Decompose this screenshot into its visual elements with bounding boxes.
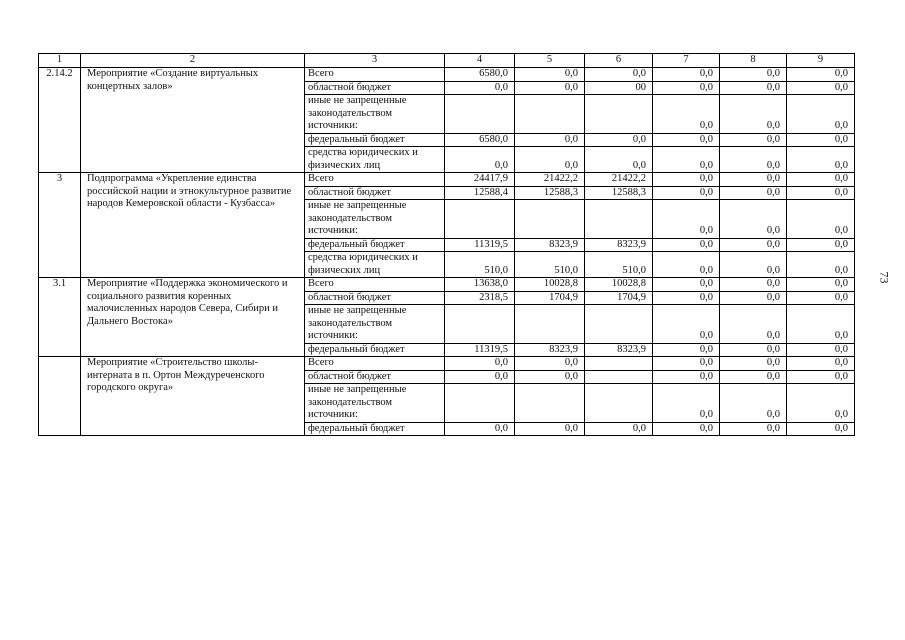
item-code: 2.14.2 xyxy=(39,68,81,173)
value-cell: 0,0 xyxy=(515,133,585,147)
value-cell: 0,0 xyxy=(787,95,855,134)
value-cell: 0,0 xyxy=(720,384,787,423)
value-cell: 0,0 xyxy=(515,81,585,95)
value-cell xyxy=(585,95,653,134)
value-cell: 0,0 xyxy=(720,252,787,278)
value-cell: 0,0 xyxy=(653,81,720,95)
funding-source-label: федеральный бюджет xyxy=(305,133,445,147)
item-name: Мероприятие «Строительство школы-интерната в п. Ортон Междуреченского городского округа» xyxy=(81,357,305,436)
funding-source-label: федеральный бюджет xyxy=(305,343,445,357)
value-cell: 0,0 xyxy=(653,95,720,134)
value-cell: 0,0 xyxy=(787,173,855,187)
value-cell: 12588,3 xyxy=(515,186,585,200)
value-cell: 0,0 xyxy=(720,133,787,147)
funding-source-label: областной бюджет xyxy=(305,186,445,200)
funding-source-label: областной бюджет xyxy=(305,370,445,384)
table-row xyxy=(39,68,855,82)
table-row xyxy=(39,173,855,187)
value-cell: 10028,8 xyxy=(515,278,585,292)
value-cell: 0,0 xyxy=(653,343,720,357)
value-cell: 0,0 xyxy=(787,133,855,147)
value-cell: 0,0 xyxy=(787,291,855,305)
value-cell: 0,0 xyxy=(445,422,515,436)
value-cell xyxy=(515,305,585,344)
value-cell: 0,0 xyxy=(515,422,585,436)
value-cell xyxy=(585,357,653,371)
value-cell: 0,0 xyxy=(653,384,720,423)
value-cell xyxy=(445,384,515,423)
value-cell: 8323,9 xyxy=(585,343,653,357)
value-cell: 0,0 xyxy=(653,238,720,252)
page-number: 73 xyxy=(877,271,892,284)
value-cell: 0,0 xyxy=(787,238,855,252)
value-cell: 0,0 xyxy=(653,252,720,278)
funding-source-label: средства юридических и физических лиц xyxy=(305,147,445,173)
funding-source-label: средства юридических и физических лиц xyxy=(305,252,445,278)
value-cell: 0,0 xyxy=(653,200,720,239)
value-cell: 510,0 xyxy=(445,252,515,278)
value-cell: 0,0 xyxy=(720,291,787,305)
value-cell xyxy=(585,305,653,344)
value-cell: 0,0 xyxy=(787,200,855,239)
value-cell: 0,0 xyxy=(720,81,787,95)
header-cell: 1 xyxy=(39,54,81,68)
value-cell: 21422,2 xyxy=(585,173,653,187)
header-cell: 7 xyxy=(653,54,720,68)
value-cell: 0,0 xyxy=(787,68,855,82)
header-cell: 4 xyxy=(445,54,515,68)
value-cell: 0,0 xyxy=(787,370,855,384)
value-cell: 0,0 xyxy=(445,81,515,95)
value-cell: 0,0 xyxy=(445,370,515,384)
header-row xyxy=(39,54,855,68)
value-cell: 0,0 xyxy=(720,173,787,187)
value-cell: 0,0 xyxy=(720,357,787,371)
value-cell: 6580,0 xyxy=(445,133,515,147)
value-cell: 11319,5 xyxy=(445,238,515,252)
value-cell: 0,0 xyxy=(653,68,720,82)
table-row xyxy=(39,357,855,371)
value-cell: 510,0 xyxy=(585,252,653,278)
funding-source-label: федеральный бюджет xyxy=(305,422,445,436)
value-cell: 0,0 xyxy=(720,422,787,436)
funding-source-label: Всего xyxy=(305,173,445,187)
value-cell: 0,0 xyxy=(787,384,855,423)
value-cell: 1704,9 xyxy=(585,291,653,305)
value-cell: 0,0 xyxy=(585,422,653,436)
value-cell: 0,0 xyxy=(445,147,515,173)
value-cell: 0,0 xyxy=(515,147,585,173)
value-cell: 8323,9 xyxy=(585,238,653,252)
funding-source-label: иные не запрещенные законодательством источники: xyxy=(305,200,445,239)
value-cell: 0,0 xyxy=(787,186,855,200)
value-cell: 13638,0 xyxy=(445,278,515,292)
value-cell: 10028,8 xyxy=(585,278,653,292)
value-cell: 0,0 xyxy=(653,278,720,292)
header-cell: 9 xyxy=(787,54,855,68)
item-code: 3.1 xyxy=(39,278,81,357)
funding-source-label: областной бюджет xyxy=(305,81,445,95)
value-cell xyxy=(445,95,515,134)
value-cell: 12588,4 xyxy=(445,186,515,200)
value-cell: 0,0 xyxy=(787,422,855,436)
funding-source-label: Всего xyxy=(305,357,445,371)
value-cell: 0,0 xyxy=(445,357,515,371)
value-cell: 0,0 xyxy=(720,186,787,200)
funding-source-label: иные не запрещенные законодательством источники: xyxy=(305,305,445,344)
value-cell: 0,0 xyxy=(720,147,787,173)
value-cell: 8323,9 xyxy=(515,343,585,357)
value-cell: 0,0 xyxy=(653,357,720,371)
item-name: Мероприятие «Создание виртуальных концертных залов» xyxy=(81,68,305,173)
value-cell: 0,0 xyxy=(653,147,720,173)
header-cell: 6 xyxy=(585,54,653,68)
value-cell: 0,0 xyxy=(787,147,855,173)
value-cell: 1704,9 xyxy=(515,291,585,305)
value-cell xyxy=(585,200,653,239)
value-cell: 0,0 xyxy=(720,95,787,134)
funding-source-label: иные не запрещенные законодательством источники: xyxy=(305,95,445,134)
value-cell: 0,0 xyxy=(787,252,855,278)
value-cell: 24417,9 xyxy=(445,173,515,187)
value-cell: 21422,2 xyxy=(515,173,585,187)
value-cell: 0,0 xyxy=(720,343,787,357)
value-cell: 0,0 xyxy=(787,357,855,371)
value-cell: 0,0 xyxy=(653,173,720,187)
funding-source-label: Всего xyxy=(305,68,445,82)
funding-source-label: иные не запрещенные законодательством источники: xyxy=(305,384,445,423)
value-cell: 0,0 xyxy=(720,305,787,344)
value-cell: 0,0 xyxy=(653,133,720,147)
table-row xyxy=(39,278,855,292)
value-cell xyxy=(445,305,515,344)
funding-source-label: федеральный бюджет xyxy=(305,238,445,252)
value-cell: 0,0 xyxy=(787,305,855,344)
value-cell: 0,0 xyxy=(515,68,585,82)
value-cell: 0,0 xyxy=(585,147,653,173)
value-cell: 0,0 xyxy=(653,291,720,305)
value-cell: 0,0 xyxy=(787,343,855,357)
value-cell: 0,0 xyxy=(653,422,720,436)
value-cell: 0,0 xyxy=(787,278,855,292)
value-cell: 2318,5 xyxy=(445,291,515,305)
value-cell xyxy=(515,95,585,134)
value-cell xyxy=(515,200,585,239)
value-cell: 0,0 xyxy=(720,68,787,82)
budget-table xyxy=(38,53,855,436)
value-cell: 0,0 xyxy=(515,357,585,371)
value-cell: 510,0 xyxy=(515,252,585,278)
item-name: Мероприятие «Поддержка экономического и социального развития коренных малочисленных народов Севера, Сибири и Дальнего Востока» xyxy=(81,278,305,357)
value-cell: 0,0 xyxy=(585,68,653,82)
value-cell: 0,0 xyxy=(720,200,787,239)
value-cell: 0,0 xyxy=(720,278,787,292)
value-cell: 6580,0 xyxy=(445,68,515,82)
value-cell: 8323,9 xyxy=(515,238,585,252)
value-cell: 12588,3 xyxy=(585,186,653,200)
value-cell: 0,0 xyxy=(720,238,787,252)
value-cell xyxy=(585,384,653,423)
header-cell: 2 xyxy=(81,54,305,68)
value-cell: 0,0 xyxy=(787,81,855,95)
value-cell xyxy=(515,384,585,423)
value-cell xyxy=(445,200,515,239)
value-cell: 0,0 xyxy=(653,305,720,344)
funding-source-label: Всего xyxy=(305,278,445,292)
value-cell: 00 xyxy=(585,81,653,95)
value-cell: 0,0 xyxy=(653,186,720,200)
value-cell: 0,0 xyxy=(653,370,720,384)
header-cell: 5 xyxy=(515,54,585,68)
value-cell: 0,0 xyxy=(585,133,653,147)
item-code xyxy=(39,357,81,436)
value-cell: 0,0 xyxy=(515,370,585,384)
value-cell: 0,0 xyxy=(720,370,787,384)
header-cell: 8 xyxy=(720,54,787,68)
value-cell xyxy=(585,370,653,384)
item-code: 3 xyxy=(39,173,81,278)
funding-source-label: областной бюджет xyxy=(305,291,445,305)
header-cell: 3 xyxy=(305,54,445,68)
value-cell: 11319,5 xyxy=(445,343,515,357)
item-name: Подпрограмма «Укрепление единства российской нации и этнокультурное развитие народов Кемеровской области - Кузбасса» xyxy=(81,173,305,278)
